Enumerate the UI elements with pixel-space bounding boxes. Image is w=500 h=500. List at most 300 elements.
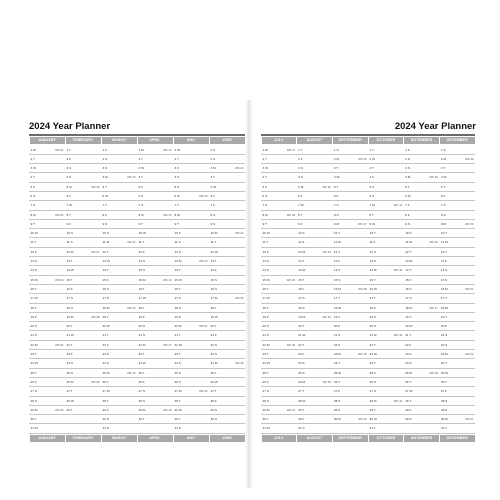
day-cell[interactable] bbox=[30, 322, 65, 330]
day-cell[interactable] bbox=[440, 220, 475, 228]
day-cell[interactable] bbox=[30, 183, 65, 191]
day-cell[interactable] bbox=[102, 257, 137, 265]
day-cell[interactable] bbox=[369, 313, 404, 321]
day-cell[interactable] bbox=[297, 266, 332, 274]
day-cell[interactable] bbox=[262, 415, 297, 423]
day-cell[interactable] bbox=[210, 387, 245, 395]
day-cell[interactable] bbox=[30, 397, 65, 405]
day-cell[interactable] bbox=[174, 285, 209, 293]
day-cell[interactable] bbox=[102, 378, 137, 386]
day-cell[interactable] bbox=[102, 397, 137, 405]
day-cell[interactable] bbox=[210, 322, 245, 330]
day-cell[interactable] bbox=[174, 155, 209, 163]
day-cell[interactable] bbox=[440, 192, 475, 200]
day-cell[interactable] bbox=[262, 387, 297, 395]
day-cell[interactable] bbox=[138, 201, 173, 209]
day-cell[interactable] bbox=[262, 220, 297, 228]
day-cell[interactable] bbox=[174, 350, 209, 358]
day-cell[interactable] bbox=[174, 276, 209, 284]
day-cell[interactable] bbox=[174, 201, 209, 209]
day-cell[interactable] bbox=[333, 322, 368, 330]
day-cell[interactable] bbox=[404, 201, 439, 209]
day-cell[interactable] bbox=[369, 369, 404, 377]
day-cell[interactable] bbox=[174, 415, 209, 423]
day-cell[interactable] bbox=[333, 387, 368, 395]
day-cell[interactable] bbox=[30, 378, 65, 386]
day-cell[interactable] bbox=[369, 294, 404, 302]
day-cell[interactable] bbox=[333, 304, 368, 312]
day-cell[interactable] bbox=[297, 294, 332, 302]
day-cell[interactable] bbox=[369, 424, 404, 432]
day-cell[interactable] bbox=[297, 238, 332, 246]
day-cell[interactable] bbox=[297, 387, 332, 395]
day-cell[interactable] bbox=[369, 397, 404, 405]
day-cell[interactable] bbox=[369, 229, 404, 237]
day-cell[interactable] bbox=[30, 350, 65, 358]
day-cell[interactable] bbox=[30, 173, 65, 181]
day-cell[interactable] bbox=[138, 248, 173, 256]
day-cell[interactable] bbox=[210, 424, 245, 432]
day-cell[interactable] bbox=[66, 313, 101, 321]
day-cell[interactable] bbox=[297, 229, 332, 237]
day-cell[interactable] bbox=[369, 350, 404, 358]
day-cell[interactable] bbox=[440, 350, 475, 358]
day-cell[interactable] bbox=[333, 285, 368, 293]
day-cell[interactable] bbox=[66, 173, 101, 181]
day-cell[interactable] bbox=[262, 155, 297, 163]
day-cell[interactable] bbox=[102, 173, 137, 181]
day-cell[interactable] bbox=[369, 257, 404, 265]
day-cell[interactable] bbox=[66, 229, 101, 237]
day-cell[interactable] bbox=[138, 266, 173, 274]
day-cell[interactable] bbox=[210, 220, 245, 228]
day-cell[interactable] bbox=[66, 248, 101, 256]
day-cell[interactable] bbox=[297, 276, 332, 284]
day-cell[interactable] bbox=[440, 397, 475, 405]
day-cell[interactable] bbox=[30, 155, 65, 163]
day-cell[interactable] bbox=[102, 285, 137, 293]
day-cell[interactable] bbox=[174, 387, 209, 395]
day-cell[interactable] bbox=[102, 164, 137, 172]
day-cell[interactable] bbox=[210, 276, 245, 284]
day-cell[interactable] bbox=[404, 276, 439, 284]
day-cell[interactable] bbox=[297, 359, 332, 367]
day-cell[interactable] bbox=[333, 331, 368, 339]
day-cell[interactable] bbox=[369, 359, 404, 367]
day-cell[interactable] bbox=[297, 369, 332, 377]
day-cell[interactable] bbox=[404, 146, 439, 154]
day-cell[interactable] bbox=[440, 424, 475, 432]
day-cell[interactable] bbox=[369, 285, 404, 293]
day-cell[interactable] bbox=[138, 192, 173, 200]
day-cell[interactable] bbox=[333, 350, 368, 358]
day-cell[interactable] bbox=[404, 406, 439, 414]
day-cell[interactable] bbox=[102, 406, 137, 414]
day-cell[interactable] bbox=[138, 397, 173, 405]
day-cell[interactable] bbox=[138, 220, 173, 228]
day-cell[interactable] bbox=[297, 285, 332, 293]
day-cell[interactable] bbox=[262, 322, 297, 330]
day-cell[interactable] bbox=[333, 164, 368, 172]
day-cell[interactable] bbox=[66, 397, 101, 405]
day-cell[interactable] bbox=[333, 294, 368, 302]
day-cell[interactable] bbox=[297, 424, 332, 432]
day-cell[interactable] bbox=[138, 424, 173, 432]
day-cell[interactable] bbox=[297, 322, 332, 330]
day-cell[interactable] bbox=[333, 378, 368, 386]
day-cell[interactable] bbox=[210, 369, 245, 377]
day-cell[interactable] bbox=[440, 369, 475, 377]
day-cell[interactable] bbox=[333, 201, 368, 209]
day-cell[interactable] bbox=[440, 406, 475, 414]
day-cell[interactable] bbox=[30, 359, 65, 367]
day-cell[interactable] bbox=[297, 406, 332, 414]
day-cell[interactable] bbox=[369, 183, 404, 191]
day-cell[interactable] bbox=[66, 192, 101, 200]
day-cell[interactable] bbox=[369, 331, 404, 339]
day-cell[interactable] bbox=[174, 248, 209, 256]
day-cell[interactable] bbox=[174, 424, 209, 432]
day-cell[interactable] bbox=[174, 183, 209, 191]
day-cell[interactable] bbox=[404, 211, 439, 219]
day-cell[interactable] bbox=[30, 304, 65, 312]
day-cell[interactable] bbox=[369, 173, 404, 181]
day-cell[interactable] bbox=[404, 387, 439, 395]
day-cell[interactable] bbox=[333, 248, 368, 256]
day-cell[interactable] bbox=[262, 266, 297, 274]
day-cell[interactable] bbox=[404, 378, 439, 386]
day-cell[interactable] bbox=[404, 229, 439, 237]
day-cell[interactable] bbox=[30, 146, 65, 154]
day-cell[interactable] bbox=[440, 248, 475, 256]
day-cell[interactable] bbox=[66, 155, 101, 163]
day-cell[interactable] bbox=[440, 173, 475, 181]
day-cell[interactable] bbox=[30, 266, 65, 274]
day-cell[interactable] bbox=[262, 276, 297, 284]
day-cell[interactable] bbox=[102, 211, 137, 219]
day-cell[interactable] bbox=[404, 164, 439, 172]
day-cell[interactable] bbox=[30, 238, 65, 246]
day-cell[interactable] bbox=[30, 248, 65, 256]
day-cell[interactable] bbox=[102, 341, 137, 349]
day-cell[interactable] bbox=[297, 211, 332, 219]
day-cell[interactable] bbox=[369, 220, 404, 228]
day-cell[interactable] bbox=[102, 387, 137, 395]
day-cell[interactable] bbox=[333, 211, 368, 219]
day-cell[interactable] bbox=[102, 266, 137, 274]
day-cell[interactable] bbox=[66, 183, 101, 191]
day-cell[interactable] bbox=[333, 238, 368, 246]
day-cell[interactable] bbox=[369, 164, 404, 172]
day-cell[interactable] bbox=[102, 294, 137, 302]
day-cell[interactable] bbox=[66, 322, 101, 330]
day-cell[interactable] bbox=[297, 248, 332, 256]
day-cell[interactable] bbox=[404, 294, 439, 302]
day-cell[interactable] bbox=[333, 183, 368, 191]
day-cell[interactable] bbox=[210, 192, 245, 200]
day-cell[interactable] bbox=[297, 331, 332, 339]
day-cell[interactable] bbox=[66, 406, 101, 414]
day-cell[interactable] bbox=[333, 406, 368, 414]
day-cell[interactable] bbox=[210, 201, 245, 209]
day-cell[interactable] bbox=[369, 146, 404, 154]
day-cell[interactable] bbox=[210, 313, 245, 321]
day-cell[interactable] bbox=[333, 313, 368, 321]
day-cell[interactable] bbox=[333, 220, 368, 228]
day-cell[interactable] bbox=[262, 183, 297, 191]
day-cell[interactable] bbox=[210, 173, 245, 181]
day-cell[interactable] bbox=[138, 173, 173, 181]
day-cell[interactable] bbox=[66, 257, 101, 265]
day-cell[interactable] bbox=[440, 257, 475, 265]
day-cell[interactable] bbox=[138, 369, 173, 377]
day-cell[interactable] bbox=[440, 155, 475, 163]
day-cell[interactable] bbox=[210, 304, 245, 312]
day-cell[interactable] bbox=[66, 424, 101, 432]
day-cell[interactable] bbox=[404, 238, 439, 246]
day-cell[interactable] bbox=[138, 229, 173, 237]
day-cell[interactable] bbox=[102, 369, 137, 377]
day-cell[interactable] bbox=[66, 238, 101, 246]
day-cell[interactable] bbox=[440, 341, 475, 349]
day-cell[interactable] bbox=[440, 183, 475, 191]
day-cell[interactable] bbox=[369, 211, 404, 219]
day-cell[interactable] bbox=[404, 331, 439, 339]
day-cell[interactable] bbox=[262, 146, 297, 154]
day-cell[interactable] bbox=[138, 211, 173, 219]
day-cell[interactable] bbox=[210, 229, 245, 237]
day-cell[interactable] bbox=[30, 294, 65, 302]
day-cell[interactable] bbox=[174, 164, 209, 172]
day-cell[interactable] bbox=[30, 192, 65, 200]
day-cell[interactable] bbox=[66, 276, 101, 284]
day-cell[interactable] bbox=[297, 146, 332, 154]
day-cell[interactable] bbox=[210, 415, 245, 423]
day-cell[interactable] bbox=[210, 164, 245, 172]
day-cell[interactable] bbox=[30, 285, 65, 293]
day-cell[interactable] bbox=[262, 192, 297, 200]
day-cell[interactable] bbox=[333, 424, 368, 432]
day-cell[interactable] bbox=[440, 201, 475, 209]
day-cell[interactable] bbox=[369, 406, 404, 414]
day-cell[interactable] bbox=[297, 192, 332, 200]
day-cell[interactable] bbox=[138, 155, 173, 163]
day-cell[interactable] bbox=[404, 192, 439, 200]
day-cell[interactable] bbox=[404, 369, 439, 377]
day-cell[interactable] bbox=[210, 406, 245, 414]
day-cell[interactable] bbox=[30, 331, 65, 339]
day-cell[interactable] bbox=[262, 201, 297, 209]
day-cell[interactable] bbox=[333, 369, 368, 377]
day-cell[interactable] bbox=[138, 359, 173, 367]
day-cell[interactable] bbox=[138, 183, 173, 191]
day-cell[interactable] bbox=[138, 276, 173, 284]
day-cell[interactable] bbox=[369, 276, 404, 284]
day-cell[interactable] bbox=[102, 415, 137, 423]
day-cell[interactable] bbox=[174, 257, 209, 265]
day-cell[interactable] bbox=[174, 378, 209, 386]
day-cell[interactable] bbox=[262, 313, 297, 321]
day-cell[interactable] bbox=[138, 238, 173, 246]
day-cell[interactable] bbox=[262, 304, 297, 312]
day-cell[interactable] bbox=[174, 331, 209, 339]
day-cell[interactable] bbox=[102, 248, 137, 256]
day-cell[interactable] bbox=[174, 173, 209, 181]
day-cell[interactable] bbox=[369, 192, 404, 200]
day-cell[interactable] bbox=[102, 220, 137, 228]
day-cell[interactable] bbox=[210, 155, 245, 163]
day-cell[interactable] bbox=[404, 266, 439, 274]
day-cell[interactable] bbox=[66, 378, 101, 386]
day-cell[interactable] bbox=[102, 155, 137, 163]
day-cell[interactable] bbox=[262, 257, 297, 265]
day-cell[interactable] bbox=[174, 238, 209, 246]
day-cell[interactable] bbox=[66, 285, 101, 293]
day-cell[interactable] bbox=[102, 313, 137, 321]
day-cell[interactable] bbox=[440, 359, 475, 367]
day-cell[interactable] bbox=[404, 397, 439, 405]
day-cell[interactable] bbox=[210, 257, 245, 265]
day-cell[interactable] bbox=[297, 415, 332, 423]
day-cell[interactable] bbox=[297, 378, 332, 386]
day-cell[interactable] bbox=[174, 322, 209, 330]
day-cell[interactable] bbox=[262, 285, 297, 293]
day-cell[interactable] bbox=[138, 350, 173, 358]
day-cell[interactable] bbox=[210, 285, 245, 293]
day-cell[interactable] bbox=[404, 285, 439, 293]
day-cell[interactable] bbox=[262, 229, 297, 237]
day-cell[interactable] bbox=[333, 146, 368, 154]
day-cell[interactable] bbox=[369, 415, 404, 423]
day-cell[interactable] bbox=[333, 173, 368, 181]
day-cell[interactable] bbox=[138, 415, 173, 423]
day-cell[interactable] bbox=[404, 304, 439, 312]
day-cell[interactable] bbox=[138, 164, 173, 172]
day-cell[interactable] bbox=[404, 424, 439, 432]
day-cell[interactable] bbox=[102, 424, 137, 432]
day-cell[interactable] bbox=[297, 155, 332, 163]
day-cell[interactable] bbox=[66, 201, 101, 209]
day-cell[interactable] bbox=[30, 341, 65, 349]
day-cell[interactable] bbox=[297, 164, 332, 172]
day-cell[interactable] bbox=[102, 331, 137, 339]
day-cell[interactable] bbox=[102, 350, 137, 358]
day-cell[interactable] bbox=[369, 238, 404, 246]
day-cell[interactable] bbox=[174, 229, 209, 237]
day-cell[interactable] bbox=[174, 266, 209, 274]
day-cell[interactable] bbox=[138, 294, 173, 302]
day-cell[interactable] bbox=[262, 378, 297, 386]
day-cell[interactable] bbox=[30, 415, 65, 423]
day-cell[interactable] bbox=[297, 183, 332, 191]
day-cell[interactable] bbox=[210, 350, 245, 358]
day-cell[interactable] bbox=[262, 424, 297, 432]
day-cell[interactable] bbox=[102, 304, 137, 312]
day-cell[interactable] bbox=[440, 387, 475, 395]
day-cell[interactable] bbox=[297, 397, 332, 405]
day-cell[interactable] bbox=[102, 146, 137, 154]
day-cell[interactable] bbox=[404, 155, 439, 163]
day-cell[interactable] bbox=[30, 164, 65, 172]
day-cell[interactable] bbox=[30, 201, 65, 209]
day-cell[interactable] bbox=[210, 211, 245, 219]
day-cell[interactable] bbox=[262, 341, 297, 349]
day-cell[interactable] bbox=[262, 359, 297, 367]
day-cell[interactable] bbox=[297, 350, 332, 358]
day-cell[interactable] bbox=[333, 192, 368, 200]
day-cell[interactable] bbox=[297, 313, 332, 321]
day-cell[interactable] bbox=[138, 313, 173, 321]
day-cell[interactable] bbox=[440, 304, 475, 312]
day-cell[interactable] bbox=[404, 415, 439, 423]
day-cell[interactable] bbox=[262, 406, 297, 414]
day-cell[interactable] bbox=[333, 359, 368, 367]
day-cell[interactable] bbox=[174, 313, 209, 321]
day-cell[interactable] bbox=[174, 220, 209, 228]
day-cell[interactable] bbox=[174, 304, 209, 312]
day-cell[interactable] bbox=[297, 304, 332, 312]
day-cell[interactable] bbox=[138, 304, 173, 312]
day-cell[interactable] bbox=[102, 359, 137, 367]
day-cell[interactable] bbox=[102, 201, 137, 209]
day-cell[interactable] bbox=[262, 397, 297, 405]
day-cell[interactable] bbox=[102, 276, 137, 284]
day-cell[interactable] bbox=[440, 276, 475, 284]
day-cell[interactable] bbox=[174, 397, 209, 405]
day-cell[interactable] bbox=[138, 322, 173, 330]
day-cell[interactable] bbox=[369, 322, 404, 330]
day-cell[interactable] bbox=[30, 211, 65, 219]
day-cell[interactable] bbox=[138, 331, 173, 339]
day-cell[interactable] bbox=[404, 359, 439, 367]
day-cell[interactable] bbox=[102, 229, 137, 237]
day-cell[interactable] bbox=[210, 397, 245, 405]
day-cell[interactable] bbox=[297, 201, 332, 209]
day-cell[interactable] bbox=[333, 415, 368, 423]
day-cell[interactable] bbox=[369, 378, 404, 386]
day-cell[interactable] bbox=[210, 331, 245, 339]
day-cell[interactable] bbox=[66, 415, 101, 423]
day-cell[interactable] bbox=[333, 397, 368, 405]
day-cell[interactable] bbox=[440, 331, 475, 339]
day-cell[interactable] bbox=[440, 294, 475, 302]
day-cell[interactable] bbox=[66, 387, 101, 395]
day-cell[interactable] bbox=[333, 266, 368, 274]
day-cell[interactable] bbox=[404, 341, 439, 349]
day-cell[interactable] bbox=[333, 341, 368, 349]
day-cell[interactable] bbox=[102, 238, 137, 246]
day-cell[interactable] bbox=[174, 211, 209, 219]
day-cell[interactable] bbox=[138, 341, 173, 349]
day-cell[interactable] bbox=[66, 304, 101, 312]
day-cell[interactable] bbox=[30, 276, 65, 284]
day-cell[interactable] bbox=[30, 313, 65, 321]
day-cell[interactable] bbox=[440, 266, 475, 274]
day-cell[interactable] bbox=[404, 183, 439, 191]
day-cell[interactable] bbox=[333, 276, 368, 284]
day-cell[interactable] bbox=[66, 211, 101, 219]
day-cell[interactable] bbox=[138, 378, 173, 386]
day-cell[interactable] bbox=[369, 155, 404, 163]
day-cell[interactable] bbox=[404, 322, 439, 330]
day-cell[interactable] bbox=[210, 146, 245, 154]
day-cell[interactable] bbox=[369, 341, 404, 349]
day-cell[interactable] bbox=[66, 369, 101, 377]
day-cell[interactable] bbox=[440, 238, 475, 246]
day-cell[interactable] bbox=[210, 378, 245, 386]
day-cell[interactable] bbox=[174, 359, 209, 367]
day-cell[interactable] bbox=[66, 164, 101, 172]
